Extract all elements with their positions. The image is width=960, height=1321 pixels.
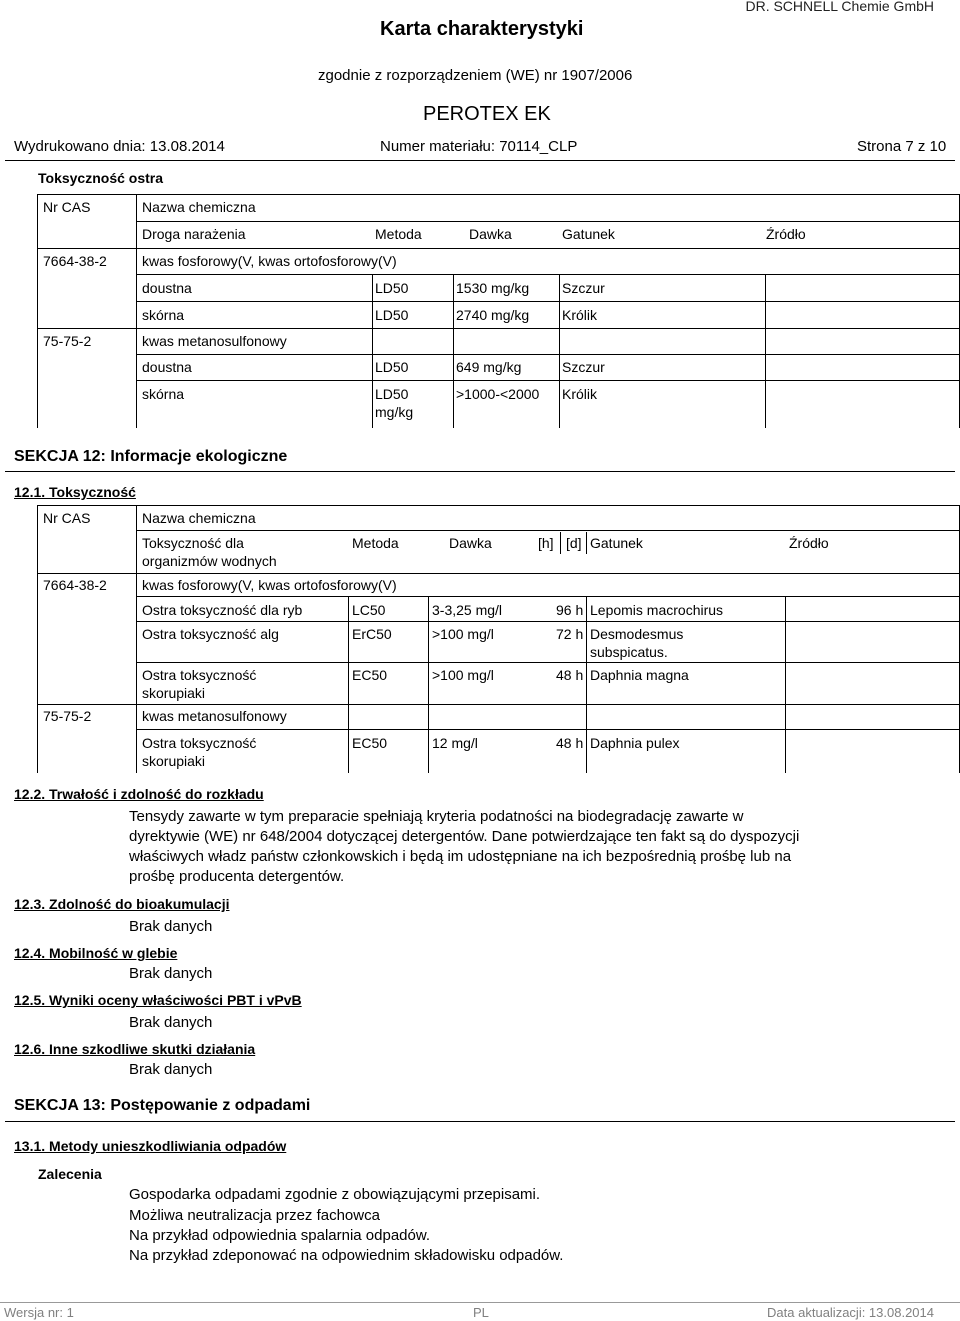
- route: doustna: [142, 359, 192, 375]
- tox-type-2: skorupiaki: [142, 685, 206, 701]
- table-row: 7664-38-2: [43, 577, 107, 593]
- exposure-hours: 72 h: [556, 626, 584, 642]
- heading-12-6: 12.6. Inne szkodliwe skutki działania: [14, 1041, 256, 1057]
- dose: >100 mg/l: [432, 667, 494, 683]
- col-dose: Dawka: [469, 226, 512, 242]
- tox-type: Ostra toksyczność: [142, 735, 257, 751]
- col-source: Źródło: [766, 226, 806, 242]
- species: Szczur: [562, 359, 605, 375]
- col-name: Nazwa chemiczna: [142, 510, 256, 526]
- no-data-text: Brak danych: [129, 1061, 213, 1078]
- material-number: Numer materiału: 70114_CLP: [380, 138, 578, 155]
- heading-13-1: 13.1. Metody unieszkodliwiania odpadów: [14, 1138, 287, 1154]
- dose: 3-3,25 mg/l: [432, 602, 503, 618]
- col-species: Gatunek: [590, 535, 643, 551]
- no-data-text: Brak danych: [129, 965, 213, 982]
- species: Lepomis macrochirus: [590, 602, 724, 618]
- species: Szczur: [562, 280, 605, 296]
- chemical-name: kwas metanosulfonowy: [142, 333, 287, 349]
- species: Daphnia magna: [590, 667, 689, 683]
- method: EC50: [352, 667, 388, 683]
- printed-date: Wydrukowano dnia: 13.08.2014: [14, 138, 225, 155]
- dose: 12 mg/l: [432, 735, 478, 751]
- col-cas: Nr CAS: [43, 199, 91, 215]
- chemical-name: kwas fosforowy(V, kwas ortofosforowy(V): [142, 253, 397, 269]
- dose: >100 mg/l: [432, 626, 494, 642]
- table-row: 75-75-2: [43, 708, 92, 724]
- route: doustna: [142, 280, 192, 296]
- dose: 1530 mg/kg: [456, 280, 530, 296]
- paragraph-line: właściwych władz państw członkowskich i będą im udostępniane na ich bezpośrednią prośbę lub na: [129, 848, 792, 865]
- recommendation-line: Możliwa neutralizacja przez fachowca: [129, 1207, 380, 1224]
- method: LD50: [375, 386, 409, 402]
- table-row: 75-75-2: [43, 333, 92, 349]
- col-route: Droga narażenia: [142, 226, 246, 242]
- method: LD50: [375, 307, 409, 323]
- col-dose: Dawka: [449, 535, 492, 551]
- species: Daphnia pulex: [590, 735, 680, 751]
- section-12-title: SEKCJA 12: Informacje ekologiczne: [14, 448, 288, 465]
- species: Królik: [562, 386, 598, 402]
- exposure-hours: 48 h: [556, 735, 584, 751]
- method: ErC50: [352, 626, 392, 642]
- section-13-title: SEKCJA 13: Postępowanie z odpadami: [14, 1097, 311, 1114]
- dose: 649 mg/kg: [456, 359, 522, 375]
- dose: 2740 mg/kg: [456, 307, 530, 323]
- species: Desmodesmus: [590, 626, 684, 642]
- paragraph-line: prośbę producenta detergentów.: [129, 868, 345, 885]
- col-tox: Toksyczność dla: [142, 535, 244, 551]
- method: EC50: [352, 735, 388, 751]
- company-name: DR. SCHNELL Chemie GmbH: [745, 0, 934, 14]
- route: skórna: [142, 307, 185, 323]
- acute-heading: Toksyczność ostra: [38, 170, 164, 186]
- heading-12-3: 12.3. Zdolność do bioakumulacji: [14, 896, 230, 912]
- species-2: subspicatus.: [590, 644, 668, 660]
- footer-updated: Data aktualizacji: 13.08.2014: [767, 1305, 934, 1320]
- method: LD50: [375, 280, 409, 296]
- col-source: Źródło: [789, 535, 829, 551]
- method: LC50: [352, 602, 386, 618]
- col-h: [h]: [538, 535, 554, 551]
- col-tox-2: organizmów wodnych: [142, 553, 277, 569]
- recommendations-label: Zalecenia: [38, 1166, 102, 1182]
- regulation: zgodnie z rozporządzeniem (WE) nr 1907/2006: [318, 67, 633, 84]
- product-name: PEROTEX EK: [423, 103, 551, 125]
- header-divider: [5, 160, 955, 161]
- heading-12-2: 12.2. Trwałość i zdolność do rozkładu: [14, 786, 264, 802]
- chemical-name: kwas metanosulfonowy: [142, 708, 287, 724]
- footer-language: PL: [473, 1305, 489, 1320]
- heading-12-1: 12.1. Toksyczność: [14, 484, 136, 500]
- document-title: Karta charakterystyki: [380, 18, 584, 40]
- recommendation-line: Gospodarka odpadami zgodnie z obowiązującymi przepisami.: [129, 1186, 541, 1203]
- col-species: Gatunek: [562, 226, 615, 242]
- tox-type: Ostra toksyczność alg: [142, 626, 279, 642]
- recommendation-line: Na przykład zdeponować na odpowiednim składowisku odpadów.: [129, 1247, 564, 1264]
- col-d: [d]: [566, 535, 582, 551]
- recommendation-line: Na przykład odpowiednia spalarnia odpadów.: [129, 1227, 431, 1244]
- tox-type-2: skorupiaki: [142, 753, 206, 769]
- exposure-hours: 96 h: [556, 602, 584, 618]
- heading-12-5: 12.5. Wyniki oceny właściwości PBT i vPvB: [14, 992, 302, 1008]
- table-row: 7664-38-2: [43, 253, 107, 269]
- col-name: Nazwa chemiczna: [142, 199, 256, 215]
- footer-version: Wersja nr: 1: [4, 1305, 74, 1320]
- method: LD50: [375, 359, 409, 375]
- exposure-hours: 48 h: [556, 667, 584, 683]
- no-data-text: Brak danych: [129, 1014, 213, 1031]
- no-data-text: Brak danych: [129, 918, 213, 935]
- col-cas: Nr CAS: [43, 510, 91, 526]
- species: Królik: [562, 307, 598, 323]
- dose: >1000-<2000: [456, 386, 540, 402]
- paragraph-line: dyrektywie (WE) nr 648/2004 dotyczącej detergentów. Dane potwierdzające ten fakt są do dyspozycji: [129, 828, 800, 845]
- tox-type: Ostra toksyczność dla ryb: [142, 602, 303, 618]
- col-method: Metoda: [352, 535, 399, 551]
- col-method: Metoda: [375, 226, 422, 242]
- route: skórna: [142, 386, 185, 402]
- method-unit: mg/kg: [375, 404, 414, 420]
- chemical-name: kwas fosforowy(V, kwas ortofosforowy(V): [142, 577, 397, 593]
- heading-12-4: 12.4. Mobilność w glebie: [14, 945, 178, 961]
- page-number: Strona 7 z 10: [857, 138, 947, 155]
- paragraph-line: Tensydy zawarte w tym preparacie spełniają kryteria podatności na biodegradację zawarte w: [129, 808, 744, 825]
- tox-type: Ostra toksyczność: [142, 667, 257, 683]
